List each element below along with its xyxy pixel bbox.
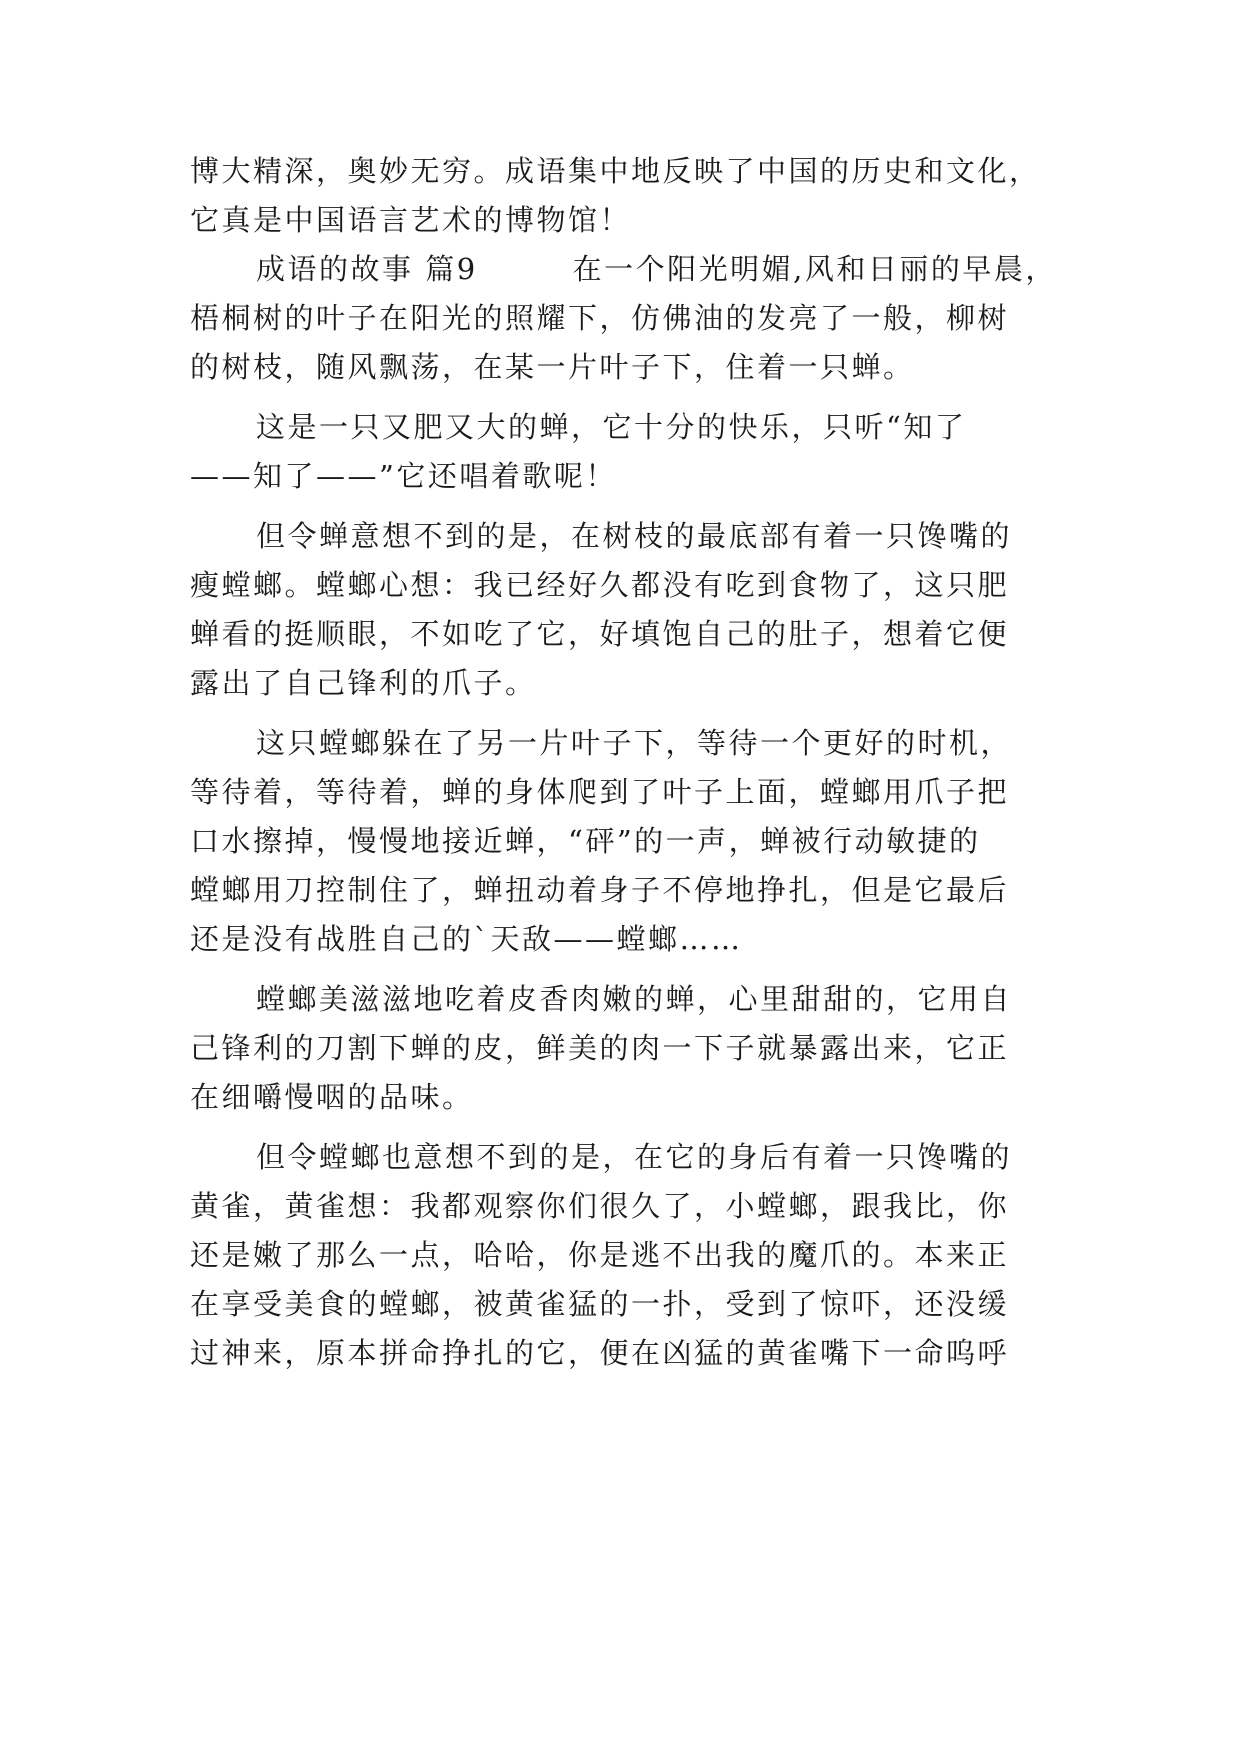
paragraph-first-line: 螳螂美滋滋地吃着皮香肉嫩的蝉，心里甜甜的，它用自 — [256, 982, 1013, 1016]
text-line: 还是没有战胜自己的`天敌——螳螂…… — [190, 922, 743, 956]
text-line: 露出了自己锋利的爪子。 — [190, 666, 537, 700]
section-heading: 成语的故事 篇9 — [256, 252, 478, 286]
text-line: 等待着，等待着，蝉的身体爬到了叶子上面，螳螂用爪子把 — [190, 775, 1010, 809]
paragraph-first-line: 这只螳螂躲在了另一片叶子下，等待一个更好的时机， — [256, 726, 1013, 760]
text-line: 过神来，原本拼命挣扎的它，便在凶猛的黄雀嘴下一命呜呼 — [190, 1336, 1010, 1370]
text-line: 口水擦掉，慢慢地接近蝉，“砰”的一声，蝉被行动敏捷的 — [190, 824, 981, 858]
text-line: 的树枝，随风飘荡，在某一片叶子下，住着一只蝉。 — [190, 350, 915, 384]
text-line: 黄雀，黄雀想：我都观察你们很久了，小螳螂，跟我比，你 — [190, 1189, 1010, 1223]
text-line: 它真是中国语言艺术的博物馆！ — [190, 203, 632, 237]
text-line: 蝉看的挺顺眼，不如吃了它，好填饱自己的肚子，想着它便 — [190, 617, 1010, 651]
text-line: 在享受美食的螳螂，被黄雀猛的一扑，受到了惊吓，还没缓 — [190, 1287, 1010, 1321]
text-line: 螳螂用刀控制住了，蝉扭动着身子不停地挣扎，但是它最后 — [190, 873, 1010, 907]
text-line: 己锋利的刀割下蝉的皮，鲜美的肉一下子就暴露出来，它正 — [190, 1031, 1010, 1065]
section-opening-text: 在一个阳光明媚,风和日丽的早晨， — [572, 252, 1057, 286]
text-line: 梧桐树的叶子在阳光的照耀下，仿佛油的发亮了一般，柳树 — [190, 301, 1010, 335]
text-line: 瘦螳螂。螳螂心想：我已经好久都没有吃到食物了，这只肥 — [190, 568, 1010, 602]
paragraph-first-line: 这是一只又肥又大的蝉，它十分的快乐，只听“知了 — [256, 410, 967, 444]
section-heading-line — [256, 249, 1057, 289]
text-line: 博大精深，奥妙无穷。成语集中地反映了中国的历史和文化， — [190, 154, 1041, 188]
text-line: 在细嚼慢咽的品味。 — [190, 1080, 474, 1114]
paragraph-first-line: 但令蝉意想不到的是，在树枝的最底部有着一只馋嘴的 — [256, 519, 1013, 553]
paragraph-first-line: 但令螳螂也意想不到的是，在它的身后有着一只馋嘴的 — [256, 1140, 1013, 1174]
text-line: 还是嫩了那么一点，哈哈，你是逃不出我的魔爪的。本来正 — [190, 1238, 1010, 1272]
text-line: ——知了——”它还唱着歌呢！ — [190, 459, 617, 493]
